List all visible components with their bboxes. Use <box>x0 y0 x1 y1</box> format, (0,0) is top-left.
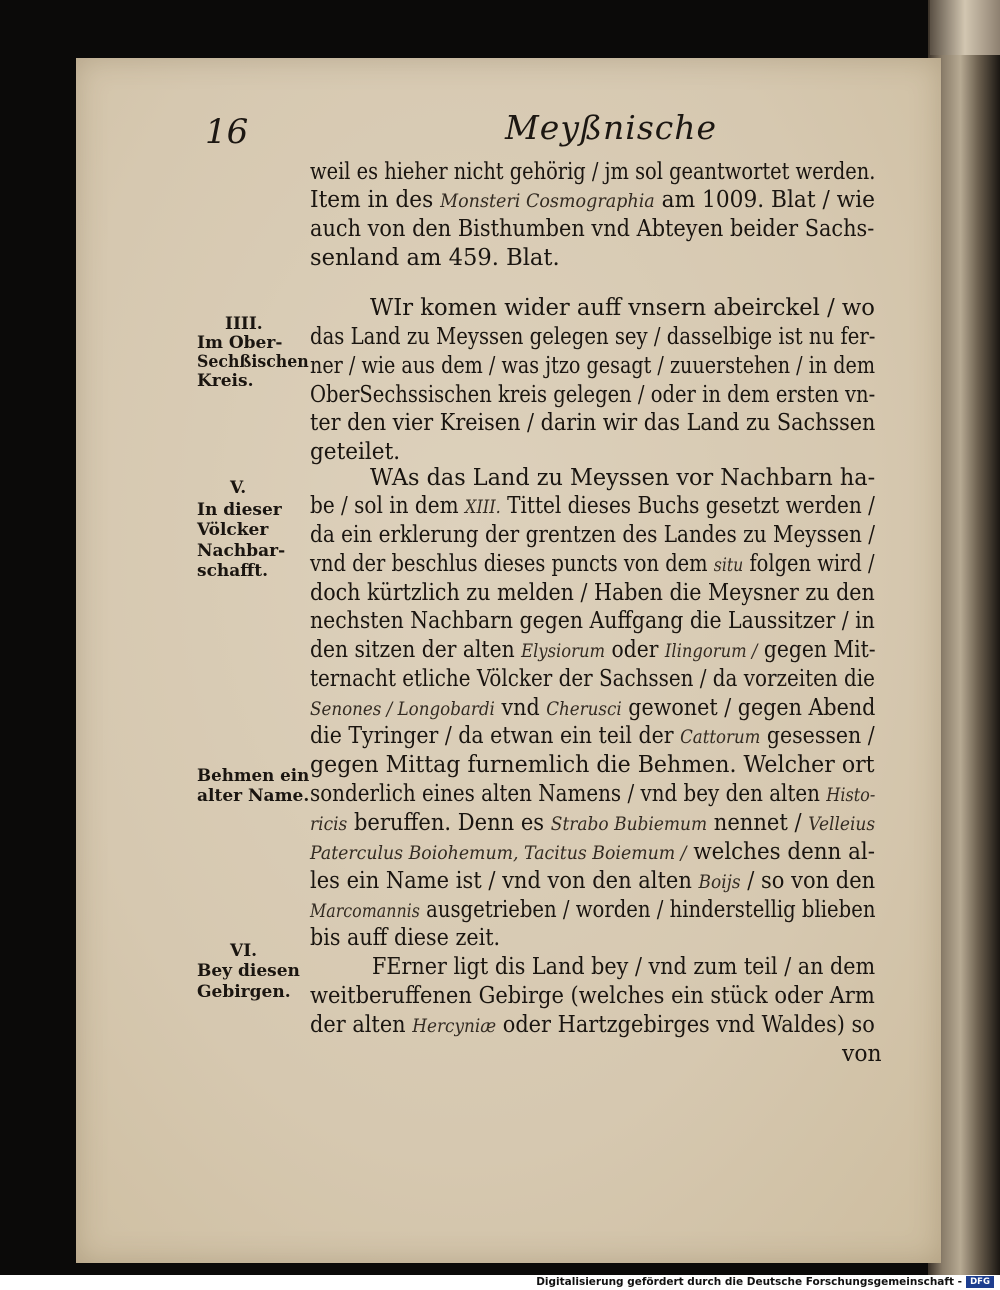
text-line <box>310 243 560 272</box>
text-segment: da ein erklerung der grentzen des Landes zu Meyssen / <box>310 520 876 548</box>
text-segment: den sitzen der alten <box>310 635 522 663</box>
latin-term: Velleius <box>808 813 876 835</box>
latin-term: situ <box>713 554 744 576</box>
text-line <box>370 463 875 492</box>
text-segment: bis auff diese zeit. <box>310 923 501 951</box>
margin-note-line: Kreis. <box>197 371 254 391</box>
text-line <box>310 664 875 693</box>
text-segment: senland am 459. Blat. <box>310 243 560 271</box>
text-line <box>310 380 875 409</box>
text-segment: sonderlich eines alten Namens / vnd bey den alten <box>310 779 827 807</box>
text-segment: WIr komen wider auff vnsern abeirckel / wo <box>370 293 875 321</box>
text-line <box>310 606 875 635</box>
latin-term: Elysiorum <box>521 640 606 662</box>
text-segment: gewonet / gegen Abend <box>621 693 876 721</box>
text-segment: ner / wie aus dem / was jtzo gesagt / zuuerstehen / in dem <box>310 351 875 379</box>
text-line <box>310 1010 875 1041</box>
text-segment: FErner ligt dis Land bey / vnd zum teil / an dem <box>372 952 876 980</box>
text-segment: vnd <box>494 693 547 721</box>
latin-term: Paterculus Boiohemum, Tacitus Boiemum / <box>310 842 687 864</box>
text-segment: Item in des <box>310 185 441 213</box>
book-edge-top <box>930 0 1000 55</box>
latin-term: Histo- <box>826 784 876 806</box>
text-line <box>372 952 875 981</box>
text-line <box>310 693 875 724</box>
text-segment: weil es hieher nicht gehörig / jm sol geantwortet werden. <box>310 157 876 185</box>
margin-note-line: Nachbar- <box>197 541 286 561</box>
text-segment: Tittel dieses Buchs gesetzt werden / <box>500 491 875 519</box>
text-line <box>310 837 875 868</box>
footer-credit: Digitalisierung gefördert durch die Deutsche Forschungsgemeinschaft - <box>536 1276 962 1288</box>
text-line <box>842 1039 882 1068</box>
running-title: Meyßnische <box>505 108 718 147</box>
latin-term: Marcomannis <box>310 900 420 922</box>
latin-term: Monsteri Cosmographia <box>440 190 655 212</box>
margin-note-line: Sechßischen <box>197 352 309 372</box>
text-segment: folgen wird / <box>743 549 875 577</box>
latin-term: Ilingorum / <box>664 640 758 662</box>
latin-term: Strabo Bubiemum <box>550 813 708 835</box>
text-segment: auch von den Bisthumben vnd Abteyen beider Sachs- <box>310 214 875 242</box>
text-line <box>310 779 875 810</box>
text-segment: gesessen / <box>760 721 875 749</box>
text-line <box>310 520 875 549</box>
margin-note-line: Behmen ein <box>197 766 310 786</box>
text-segment: gegen Mit- <box>757 635 876 663</box>
latin-term: ricis <box>310 813 348 835</box>
text-line <box>310 157 875 186</box>
text-segment: der alten <box>310 1010 413 1038</box>
text-segment: oder <box>605 635 665 663</box>
margin-note-line: In dieser <box>197 500 282 520</box>
text-segment: ternacht etliche Völcker der Sachssen / da vorzeiten die <box>310 664 875 692</box>
margin-note-line: Bey diesen <box>197 961 300 981</box>
text-line <box>310 351 875 380</box>
text-segment: welches denn al- <box>686 837 876 865</box>
text-segment: / so von den <box>740 866 876 894</box>
text-segment: ausgetrieben / worden / hinderstellig blieben <box>419 895 876 923</box>
text-segment: von <box>842 1039 882 1067</box>
text-segment: OberSechssischen kreis gelegen / oder in dem ersten vn- <box>310 380 876 408</box>
text-line <box>310 437 400 466</box>
text-line <box>310 866 875 897</box>
latin-term: XIII. <box>464 496 501 518</box>
latin-term: Senones / Longobardi <box>310 698 495 720</box>
text-segment: das Land zu Meyssen gelegen sey / dasselbige ist nu fer- <box>310 322 876 350</box>
text-segment: vnd der beschlus dieses puncts von dem <box>310 549 714 577</box>
text-segment: beruffen. Denn es <box>347 808 551 836</box>
text-segment: doch kürtzlich zu melden / Haben die Meysner zu den <box>310 578 875 606</box>
margin-note-line: Gebirgen. <box>197 982 291 1002</box>
text-segment: WAs das Land zu Meyssen vor Nachbarn ha- <box>370 463 876 491</box>
text-line <box>310 981 875 1010</box>
text-line <box>310 408 875 437</box>
margin-note-line: IIII. <box>225 314 263 334</box>
text-line <box>310 923 500 952</box>
text-line <box>370 293 875 322</box>
text-segment: oder Hartzgebirges vnd Waldes) so <box>496 1010 875 1038</box>
latin-term: Boijs <box>698 871 741 893</box>
text-line <box>310 214 874 243</box>
text-line <box>310 808 875 839</box>
margin-note-line: Im Ober- <box>197 333 283 353</box>
text-line <box>310 491 875 522</box>
text-line <box>310 322 875 351</box>
text-line <box>310 635 876 666</box>
text-line <box>310 578 875 607</box>
page-number: 16 <box>205 112 249 152</box>
text-line <box>310 721 875 752</box>
text-line <box>310 895 875 926</box>
latin-term: Cherusci <box>546 698 622 720</box>
text-segment: ter den vier Kreisen / darin wir das Land zu Sachssen <box>310 408 876 436</box>
text-segment: weitberuffenen Gebirge (welches ein stück oder Arm <box>310 981 875 1009</box>
margin-note-line: VI. <box>230 941 258 961</box>
text-segment: nennet / <box>707 808 809 836</box>
margin-note-line: alter Name. <box>197 786 310 806</box>
latin-term: Cattorum <box>680 726 761 748</box>
text-line <box>310 185 875 216</box>
margin-note-line: Völcker <box>197 520 269 540</box>
text-line <box>310 549 875 580</box>
margin-note-line: schafft. <box>197 561 269 581</box>
text-segment: les ein Name ist / vnd von den alten <box>310 866 699 894</box>
text-segment: nechsten Nachbarn gegen Auffgang die Laussitzer / in <box>310 606 875 634</box>
latin-term: Hercyniæ <box>412 1015 497 1037</box>
margin-note-line: V. <box>230 478 247 498</box>
text-segment: geteilet. <box>310 437 401 465</box>
text-segment: gegen Mittag furnemlich die Behmen. Welcher ort <box>310 750 875 778</box>
dfg-logo: DFG <box>966 1276 994 1288</box>
text-segment: die Tyringer / da etwan ein teil der <box>310 721 681 749</box>
text-segment: be / sol in dem <box>310 491 465 519</box>
text-segment: am 1009. Blat / wie <box>654 185 876 213</box>
text-line <box>310 750 875 779</box>
